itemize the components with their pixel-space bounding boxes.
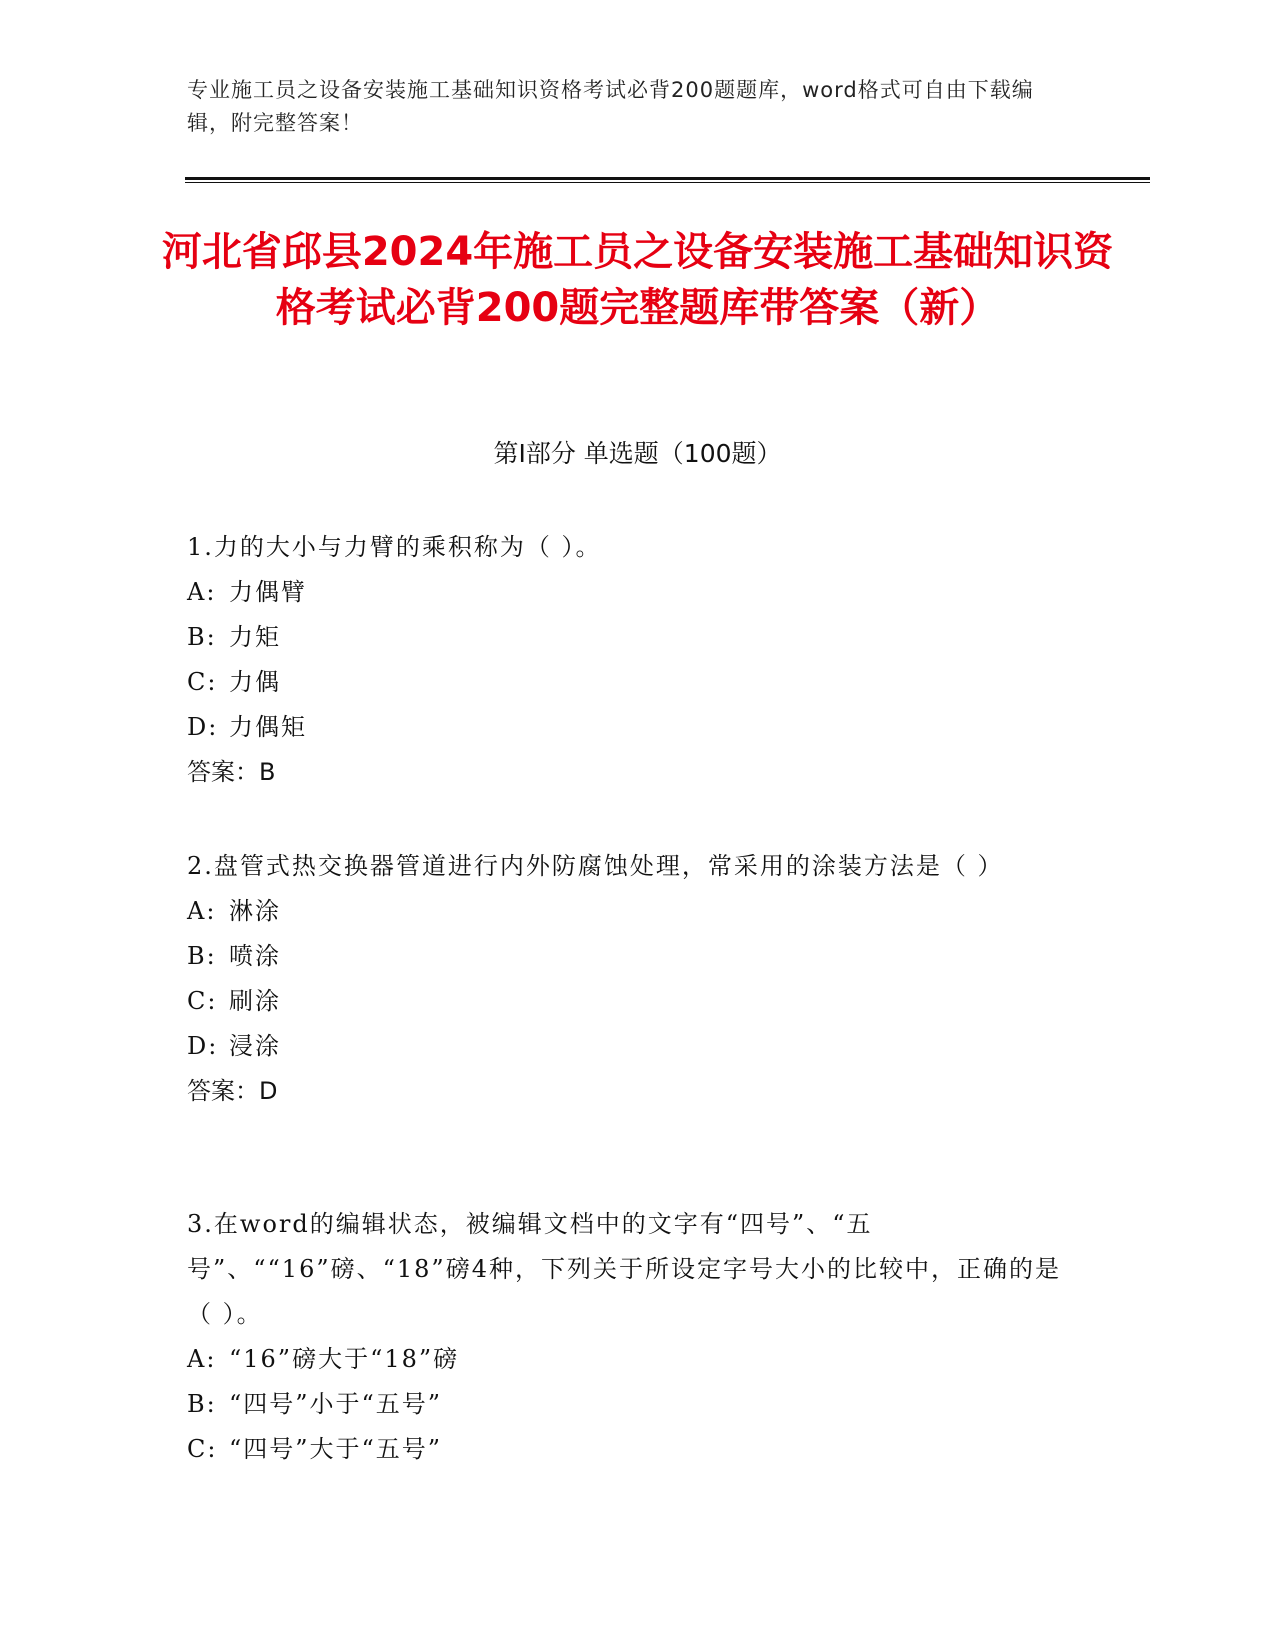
question-stem: 2.盘管式热交换器管道进行内外防腐蚀处理，常采用的涂装方法是（ ） — [187, 852, 1004, 880]
option-b — [187, 1382, 1067, 1427]
option-key: A: — [187, 897, 217, 925]
option-text: 力偶 — [229, 668, 281, 696]
option-b — [187, 934, 1067, 979]
header-divider-thick — [185, 177, 1150, 180]
option-key: D: — [187, 1032, 219, 1060]
option-text: 力偶矩 — [229, 713, 307, 741]
question-stem: 1.力的大小与力臂的乘积称为（ ）。 — [187, 533, 602, 561]
question-stem: 3.在word的编辑状态，被编辑文档中的文字有“四号”、“五号”、““16”磅、“18”磅4种，下列关于所设定字号大小的比较中，正确的是（ ）。 — [187, 1210, 1061, 1328]
option-b — [187, 615, 1067, 660]
option-text: 刷涂 — [229, 987, 281, 1015]
option-a — [187, 1337, 1067, 1382]
option-text: “四号”大于“五号” — [229, 1435, 443, 1463]
option-a — [187, 570, 1067, 615]
option-key: B: — [187, 942, 217, 970]
option-key: D: — [187, 713, 219, 741]
option-key: A: — [187, 578, 217, 606]
header-divider-thin — [185, 182, 1150, 183]
option-key: C: — [187, 1435, 218, 1463]
option-key: C: — [187, 987, 218, 1015]
option-text: “16”磅大于“18”磅 — [229, 1345, 460, 1373]
option-text: 淋涂 — [229, 897, 281, 925]
answer: 答案：B — [187, 758, 276, 786]
option-key: B: — [187, 623, 217, 651]
option-text: 喷涂 — [229, 942, 281, 970]
option-text: 力偶臂 — [229, 578, 307, 606]
option-text: “四号”小于“五号” — [229, 1390, 443, 1418]
option-d — [187, 1024, 1067, 1069]
question-1 — [187, 525, 1067, 795]
question-2 — [187, 844, 1067, 1114]
answer: 答案：D — [187, 1077, 278, 1105]
option-key: B: — [187, 1390, 217, 1418]
header-note: 专业施工员之设备安装施工基础知识资格考试必背200题题库，word格式可自由下载编辑，附完整答案！ — [187, 78, 1034, 135]
option-d — [187, 705, 1067, 750]
option-a — [187, 889, 1067, 934]
option-text: 浸涂 — [229, 1032, 281, 1060]
option-text: 力矩 — [229, 623, 281, 651]
option-key: C: — [187, 668, 218, 696]
document-title: 河北省邱县2024年施工员之设备安装施工基础知识资格考试必背200题完整题库带答案（新） — [161, 229, 1114, 331]
option-c — [187, 660, 1067, 705]
option-key: A: — [187, 1345, 217, 1373]
question-3 — [187, 1202, 1067, 1472]
option-c — [187, 979, 1067, 1024]
option-c — [187, 1427, 1067, 1472]
section-title: 第I部分 单选题（100题） — [493, 439, 782, 468]
